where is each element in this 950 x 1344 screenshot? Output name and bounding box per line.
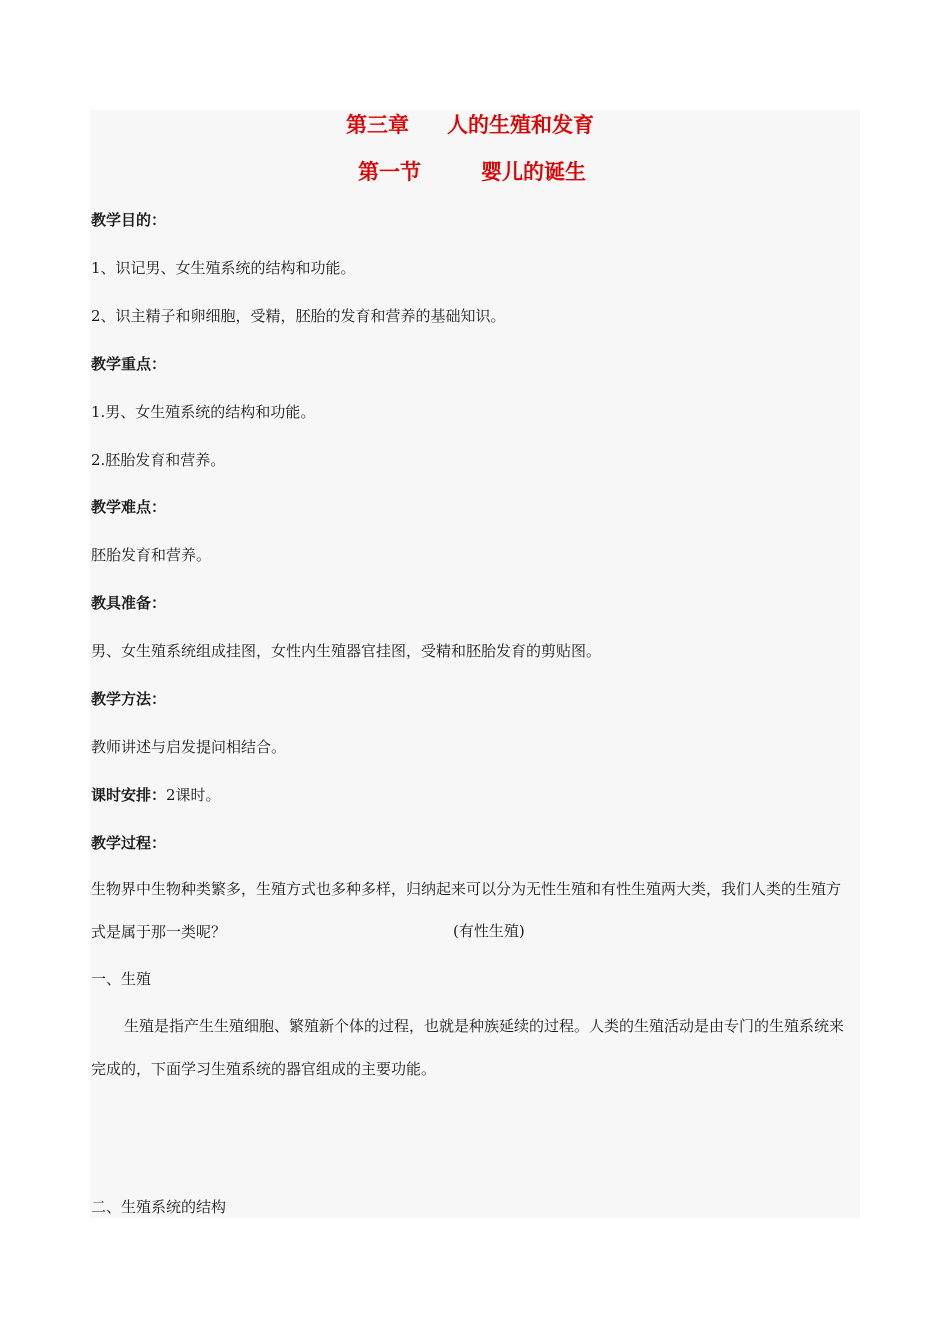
objective-item: 2、识主精子和卵细胞，受精，胚胎的发育和营养的基础知识。 xyxy=(91,307,506,325)
process-heading: 教学过程： xyxy=(91,834,167,852)
methods-text: 教师讲述与启发提问相结合。 xyxy=(91,738,287,756)
part-two-heading: 二、生殖系统的结构 xyxy=(91,1198,227,1216)
materials-heading: 教具准备： xyxy=(91,594,167,612)
methods-heading: 教学方法： xyxy=(91,690,167,708)
section-title: 婴儿的诞生 xyxy=(481,160,586,184)
key-point-item: 1.男、女生殖系统的结构和功能。 xyxy=(91,403,316,421)
difficulties-heading: 教学难点： xyxy=(91,498,167,516)
chapter-title: 人的生殖和发育 xyxy=(447,113,594,137)
objectives-heading: 教学目的： xyxy=(91,211,167,229)
key-points-heading: 教学重点： xyxy=(91,355,167,373)
chapter-label: 第三章 xyxy=(346,113,409,137)
process-intro: 生物界中生物种类繁多，生殖方式也多种多样，归纳起来可以分为无性生殖和有性生殖两大类，我们人类的生殖方式是属于那一类呢？ xyxy=(91,880,842,941)
key-point-item: 2.胚胎发育和营养。 xyxy=(91,451,226,469)
schedule-heading: 课时安排： xyxy=(91,786,167,804)
objective-item: 1、识记男、女生殖系统的结构和功能。 xyxy=(91,259,356,277)
schedule-line xyxy=(91,785,221,805)
process-intro-answer: (有性生殖) xyxy=(453,922,525,940)
part-one-heading: 一、生殖 xyxy=(91,970,152,988)
section-label: 第一节 xyxy=(358,160,421,184)
materials-text: 男、女生殖系统组成挂图，女性内生殖器官挂图，受精和胚胎发育的剪贴图。 xyxy=(91,642,602,660)
difficulties-text: 胚胎发育和营养。 xyxy=(91,546,212,564)
schedule-text: 2课时。 xyxy=(166,786,221,804)
part-one-text: 生殖是指产生生殖细胞、繁殖新个体的过程，也就是种族延续的过程。人类的生殖活动是由专门的生殖系统来完成的，下面学习生殖系统的器官组成的主要功能。 xyxy=(91,1017,845,1078)
